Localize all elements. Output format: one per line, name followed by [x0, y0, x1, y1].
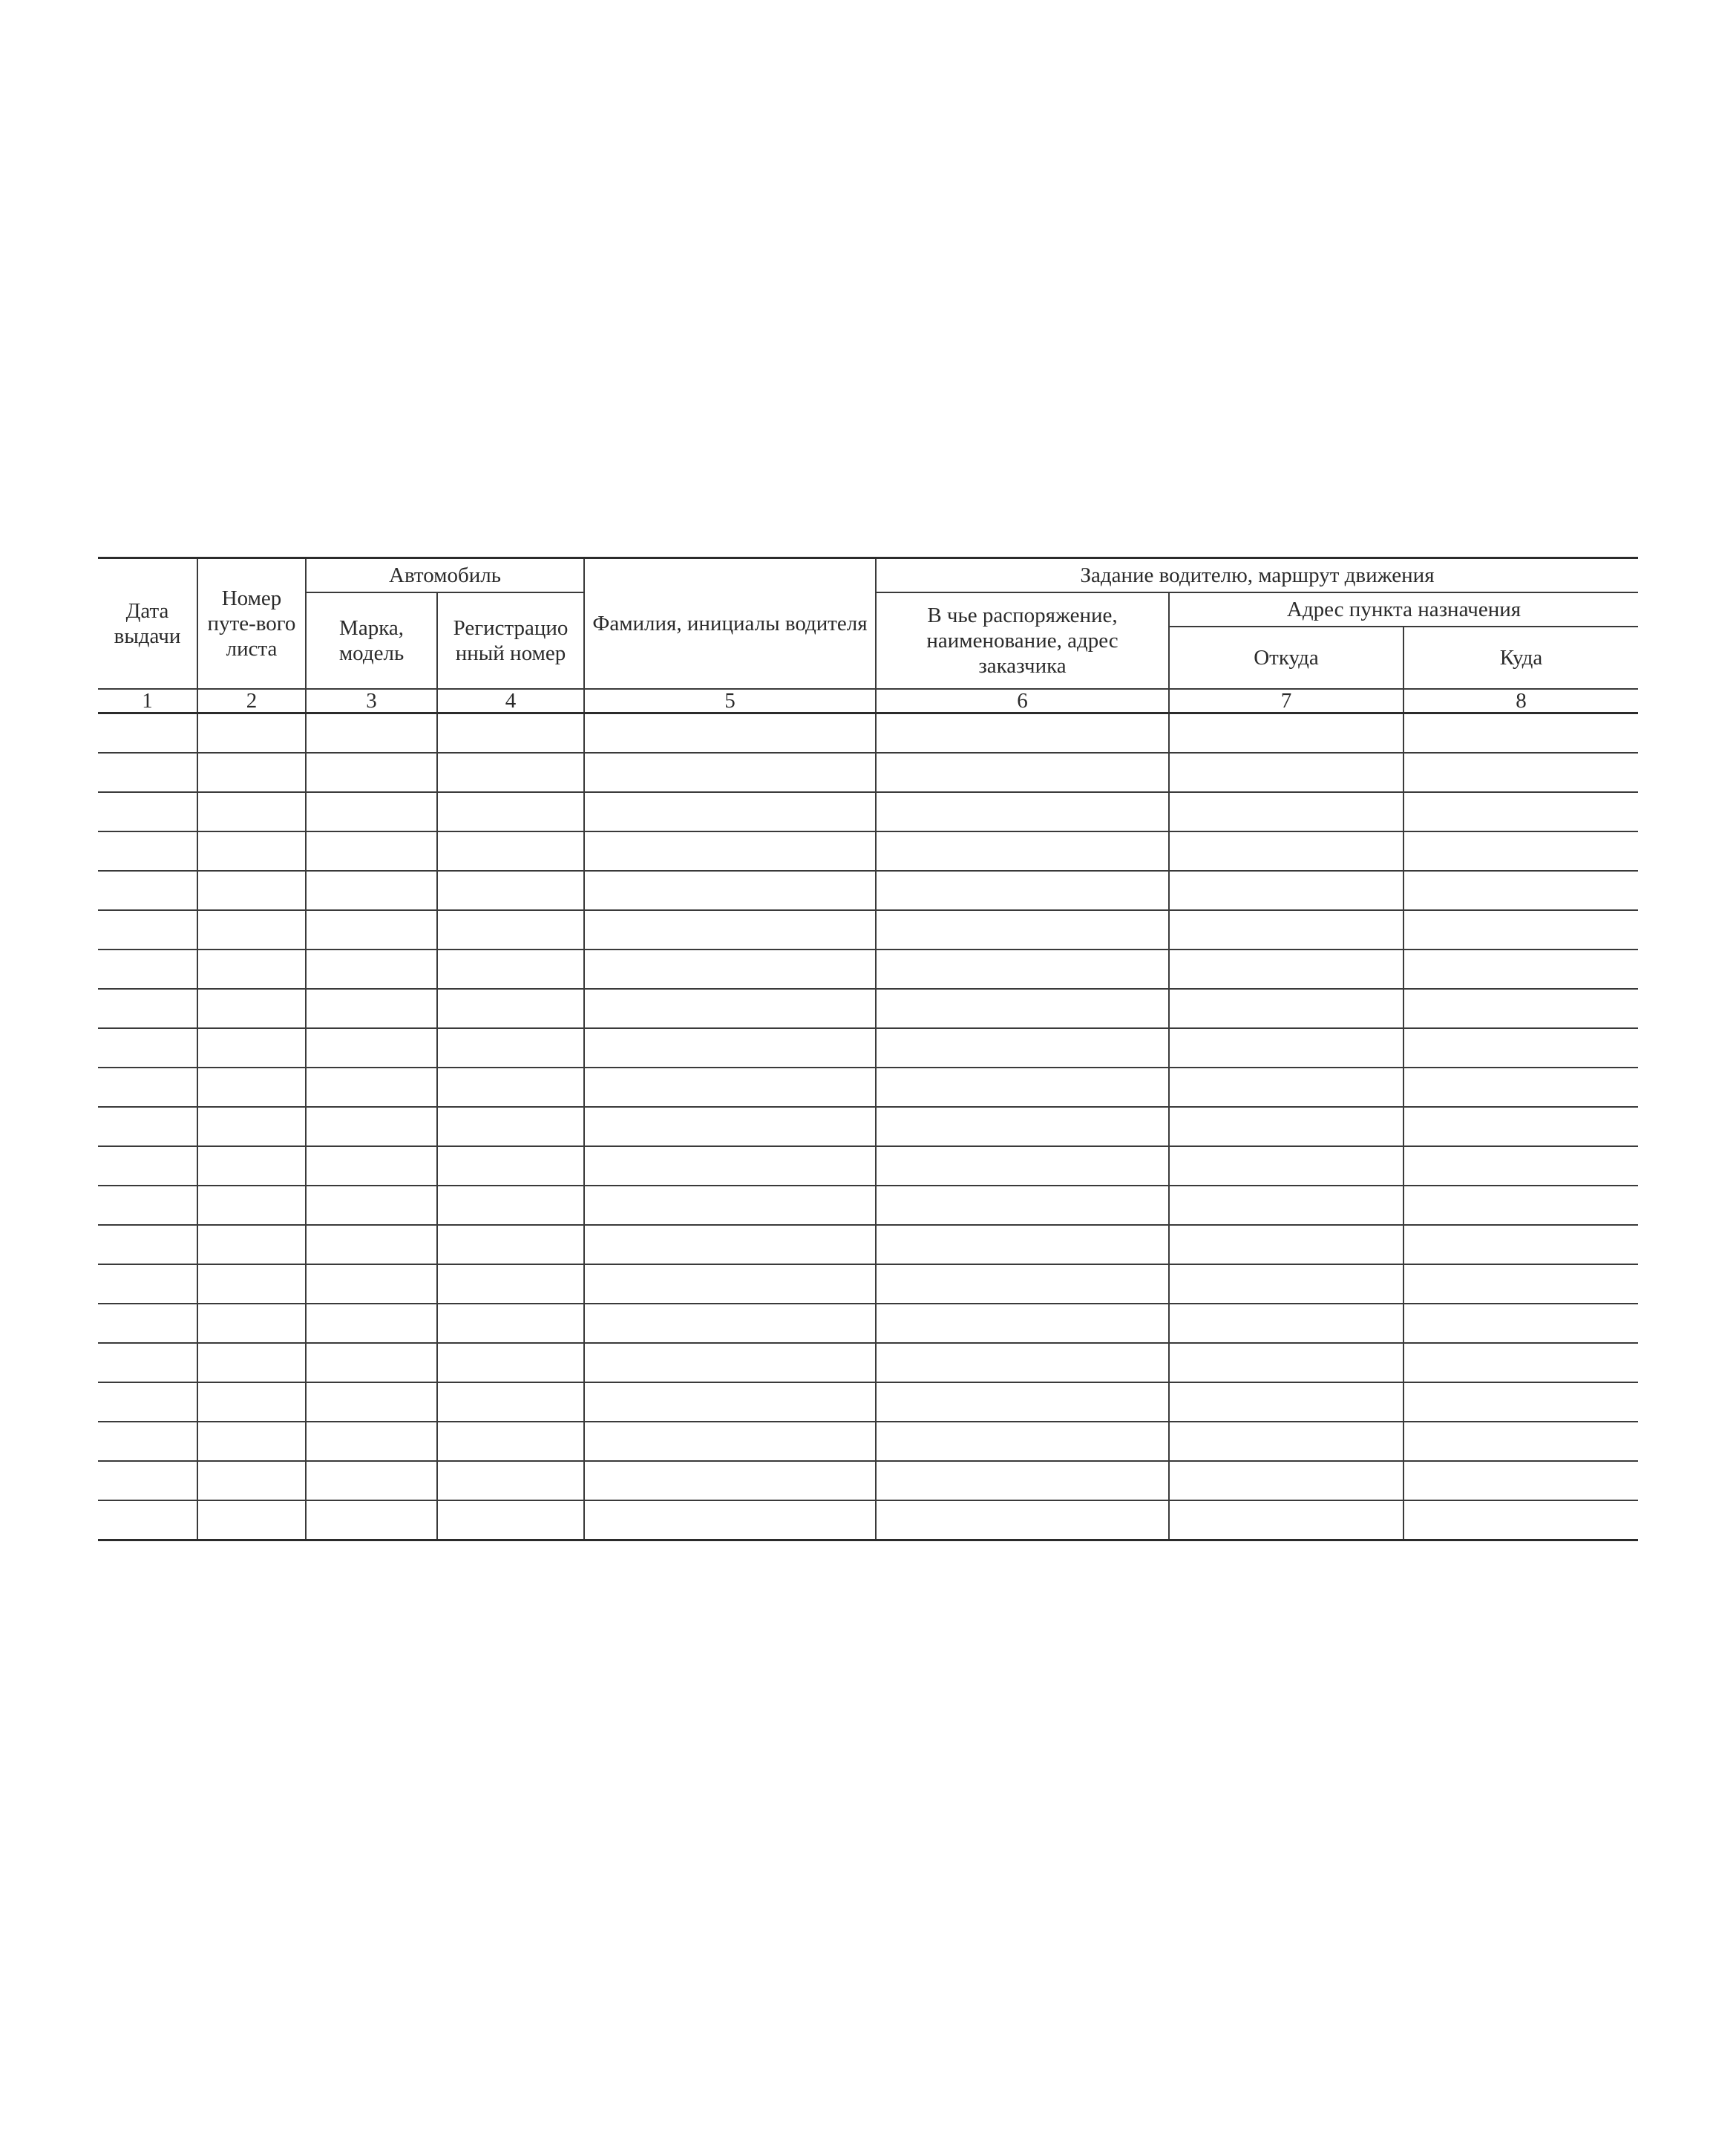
table-cell[interactable]: [1169, 989, 1403, 1028]
table-row: [98, 1422, 1638, 1461]
table-cell[interactable]: [1169, 1382, 1403, 1422]
table-cell[interactable]: [98, 871, 197, 910]
table-cell[interactable]: [437, 1382, 584, 1422]
table-cell[interactable]: [876, 1225, 1169, 1264]
table-cell[interactable]: [876, 1186, 1169, 1225]
table-cell[interactable]: [437, 1461, 584, 1500]
table-cell[interactable]: [437, 1028, 584, 1068]
table-row: [98, 1304, 1638, 1343]
table-cell[interactable]: [1403, 1186, 1638, 1225]
table-cell[interactable]: [98, 1304, 197, 1343]
table-cell[interactable]: [306, 1500, 437, 1540]
table-cell[interactable]: [1169, 1264, 1403, 1304]
table-cell[interactable]: [1403, 1107, 1638, 1146]
table-cell[interactable]: [584, 989, 876, 1028]
table-cell[interactable]: [197, 1382, 306, 1422]
table-cell[interactable]: [1169, 1304, 1403, 1343]
table-cell[interactable]: [1169, 1225, 1403, 1264]
table-row: [98, 1107, 1638, 1146]
table-row: [98, 910, 1638, 950]
table-cell[interactable]: [98, 753, 197, 792]
column-number-row: [98, 689, 1638, 713]
table-row: [98, 1500, 1638, 1540]
table-cell[interactable]: [584, 950, 876, 989]
table-row: [98, 753, 1638, 792]
table-cell[interactable]: [1403, 989, 1638, 1028]
table-cell[interactable]: [197, 989, 306, 1028]
table-cell[interactable]: [437, 1304, 584, 1343]
table-row: [98, 713, 1638, 753]
table-cell[interactable]: [197, 1225, 306, 1264]
table-cell[interactable]: [437, 1186, 584, 1225]
table-body: [98, 713, 1638, 1540]
table-cell[interactable]: [98, 950, 197, 989]
table-row: [98, 1028, 1638, 1068]
table-cell[interactable]: [1403, 1304, 1638, 1343]
table-cell[interactable]: [1169, 910, 1403, 950]
table-cell[interactable]: [98, 1382, 197, 1422]
table-cell[interactable]: [98, 1264, 197, 1304]
table-cell[interactable]: [306, 713, 437, 753]
table-cell[interactable]: [876, 1382, 1169, 1422]
header-driver: Фамилия, инициалы водителя: [584, 558, 876, 689]
table-cell[interactable]: [584, 1107, 876, 1146]
table-cell[interactable]: [584, 1068, 876, 1107]
table-cell[interactable]: [98, 989, 197, 1028]
table-cell[interactable]: [584, 1304, 876, 1343]
table-cell[interactable]: [197, 1264, 306, 1304]
column-number: 4: [437, 689, 584, 713]
table-cell[interactable]: [197, 1068, 306, 1107]
table-cell[interactable]: [1169, 950, 1403, 989]
header-car-group: Автомобиль: [306, 558, 584, 592]
header-to: Куда: [1403, 627, 1638, 689]
table-cell[interactable]: [98, 831, 197, 871]
table-cell[interactable]: [876, 1500, 1169, 1540]
table-cell[interactable]: [437, 910, 584, 950]
table-row: [98, 1461, 1638, 1500]
table-cell[interactable]: [1403, 1422, 1638, 1461]
table-cell[interactable]: [197, 1186, 306, 1225]
table-row: [98, 1225, 1638, 1264]
table-cell[interactable]: [876, 1068, 1169, 1107]
table-cell[interactable]: [1169, 871, 1403, 910]
table-cell[interactable]: [1403, 1500, 1638, 1540]
table-cell[interactable]: [1403, 831, 1638, 871]
table-cell[interactable]: [1169, 1461, 1403, 1500]
table-cell[interactable]: [1403, 792, 1638, 831]
column-number: 7: [1169, 689, 1403, 713]
table-cell[interactable]: [1169, 1028, 1403, 1068]
table-cell[interactable]: [306, 1146, 437, 1186]
table-row: [98, 871, 1638, 910]
table-cell[interactable]: [437, 1068, 584, 1107]
table-cell[interactable]: [98, 792, 197, 831]
table-cell[interactable]: [306, 831, 437, 871]
table-cell[interactable]: [584, 1146, 876, 1186]
column-number: 3: [306, 689, 437, 713]
table-row: [98, 1264, 1638, 1304]
table-cell[interactable]: [584, 1382, 876, 1422]
table-cell[interactable]: [1169, 1107, 1403, 1146]
table-cell[interactable]: [437, 1500, 584, 1540]
table-cell[interactable]: [98, 1146, 197, 1186]
column-number: 2: [197, 689, 306, 713]
table-cell[interactable]: [197, 871, 306, 910]
column-number: 1: [98, 689, 197, 713]
table-cell[interactable]: [306, 871, 437, 910]
table-cell[interactable]: [1169, 713, 1403, 753]
table-cell[interactable]: [98, 910, 197, 950]
table-cell[interactable]: [437, 1264, 584, 1304]
table-cell[interactable]: [197, 1343, 306, 1382]
table-cell[interactable]: [197, 1500, 306, 1540]
header-car-model: Марка, модель: [306, 592, 437, 689]
table-cell[interactable]: [1403, 1028, 1638, 1068]
table-cell[interactable]: [584, 1028, 876, 1068]
table-cell[interactable]: [876, 1343, 1169, 1382]
table-cell[interactable]: [437, 753, 584, 792]
column-number: 5: [584, 689, 876, 713]
header-car-registration: Регистрацио нный номер: [437, 592, 584, 689]
table-cell[interactable]: [584, 910, 876, 950]
table-cell[interactable]: [1403, 1225, 1638, 1264]
column-number: 8: [1403, 689, 1638, 713]
header-waybill-number: Номер путе-вого листа: [197, 558, 306, 689]
table-cell[interactable]: [98, 1068, 197, 1107]
table-cell[interactable]: [98, 1186, 197, 1225]
table-cell[interactable]: [584, 1500, 876, 1540]
table-cell[interactable]: [876, 1107, 1169, 1146]
table-cell[interactable]: [1403, 1264, 1638, 1304]
table-row: [98, 1382, 1638, 1422]
table-row: [98, 989, 1638, 1028]
table-cell[interactable]: [584, 871, 876, 910]
table-cell[interactable]: [876, 1461, 1169, 1500]
table-row: [98, 1146, 1638, 1186]
table-cell[interactable]: [876, 1264, 1169, 1304]
table-cell[interactable]: [1169, 1186, 1403, 1225]
table-cell[interactable]: [197, 1461, 306, 1500]
table-cell[interactable]: [437, 1225, 584, 1264]
table-cell[interactable]: [876, 871, 1169, 910]
table-cell[interactable]: [306, 989, 437, 1028]
table-cell[interactable]: [306, 1382, 437, 1422]
table-cell[interactable]: [876, 713, 1169, 753]
table-cell[interactable]: [306, 1422, 437, 1461]
table-cell[interactable]: [306, 1186, 437, 1225]
table-row: [98, 950, 1638, 989]
table-cell[interactable]: [584, 1461, 876, 1500]
table-cell[interactable]: [306, 950, 437, 989]
table-cell[interactable]: [197, 831, 306, 871]
table-cell[interactable]: [437, 950, 584, 989]
table-row: [98, 1343, 1638, 1382]
waybill-journal-table: [98, 557, 1638, 1541]
table-cell[interactable]: [306, 1068, 437, 1107]
table-cell[interactable]: [876, 950, 1169, 989]
table-cell[interactable]: [437, 1422, 584, 1461]
table-cell[interactable]: [1169, 753, 1403, 792]
table-row: [98, 1068, 1638, 1107]
table-cell[interactable]: [584, 1422, 876, 1461]
table-cell[interactable]: [197, 1028, 306, 1068]
table-cell[interactable]: [98, 1500, 197, 1540]
header-task-group: Задание водителю, маршрут движения: [876, 558, 1638, 592]
table-cell[interactable]: [98, 1225, 197, 1264]
table-cell[interactable]: [876, 989, 1169, 1028]
table-cell[interactable]: [584, 1264, 876, 1304]
table-cell[interactable]: [584, 831, 876, 871]
table-cell[interactable]: [876, 1422, 1169, 1461]
table-cell[interactable]: [306, 1107, 437, 1146]
table-cell[interactable]: [1403, 1146, 1638, 1186]
table-cell[interactable]: [98, 713, 197, 753]
table-cell[interactable]: [1403, 753, 1638, 792]
table-cell[interactable]: [1403, 1343, 1638, 1382]
table-cell[interactable]: [584, 792, 876, 831]
table-cell[interactable]: [1169, 1343, 1403, 1382]
table-cell[interactable]: [197, 792, 306, 831]
header-customer: В чье распоряжение, наименование, адрес заказчика: [876, 592, 1169, 689]
table-cell[interactable]: [876, 1304, 1169, 1343]
table-row: [98, 792, 1638, 831]
table-row: [98, 1186, 1638, 1225]
table-cell[interactable]: [1169, 1422, 1403, 1461]
table-cell[interactable]: [1169, 792, 1403, 831]
table-cell[interactable]: [1403, 950, 1638, 989]
table-cell[interactable]: [584, 753, 876, 792]
table-cell[interactable]: [1403, 1461, 1638, 1500]
table-cell[interactable]: [584, 1225, 876, 1264]
table-cell[interactable]: [98, 1422, 197, 1461]
table-cell[interactable]: [306, 1304, 437, 1343]
table-cell[interactable]: [197, 910, 306, 950]
table-cell[interactable]: [437, 713, 584, 753]
table-cell[interactable]: [98, 1107, 197, 1146]
table-cell[interactable]: [437, 1146, 584, 1186]
table-cell[interactable]: [1169, 1500, 1403, 1540]
header-destination-address: Адрес пункта назначения: [1169, 592, 1638, 627]
table-cell[interactable]: [437, 1343, 584, 1382]
table-cell[interactable]: [197, 1422, 306, 1461]
table-cell[interactable]: [306, 1343, 437, 1382]
table-cell[interactable]: [876, 831, 1169, 871]
table-cell[interactable]: [98, 1461, 197, 1500]
table-cell[interactable]: [876, 910, 1169, 950]
table-cell[interactable]: [197, 753, 306, 792]
table-cell[interactable]: [197, 1107, 306, 1146]
header-date: Дата выдачи: [98, 558, 197, 689]
table-cell[interactable]: [306, 792, 437, 831]
table-cell[interactable]: [1169, 831, 1403, 871]
table-cell[interactable]: [437, 871, 584, 910]
table-cell[interactable]: [1403, 871, 1638, 910]
table-cell[interactable]: [1403, 910, 1638, 950]
table-cell[interactable]: [437, 1107, 584, 1146]
table-cell[interactable]: [876, 1028, 1169, 1068]
table-cell[interactable]: [197, 950, 306, 989]
table-cell[interactable]: [306, 1225, 437, 1264]
table-cell[interactable]: [1403, 713, 1638, 753]
table-cell[interactable]: [876, 1146, 1169, 1186]
table-cell[interactable]: [584, 1186, 876, 1225]
table-cell[interactable]: [437, 831, 584, 871]
table-cell[interactable]: [1403, 1382, 1638, 1422]
table-cell[interactable]: [1169, 1146, 1403, 1186]
table-cell[interactable]: [876, 753, 1169, 792]
table-cell[interactable]: [197, 1304, 306, 1343]
table-cell[interactable]: [306, 753, 437, 792]
table-cell[interactable]: [306, 1028, 437, 1068]
table-cell[interactable]: [1403, 1068, 1638, 1107]
table-cell[interactable]: [584, 1343, 876, 1382]
table-cell[interactable]: [876, 792, 1169, 831]
table-cell[interactable]: [437, 989, 584, 1028]
table-cell[interactable]: [306, 1264, 437, 1304]
header-from: Откуда: [1169, 627, 1403, 689]
table-cell[interactable]: [437, 792, 584, 831]
table-cell[interactable]: [584, 713, 876, 753]
table-row: [98, 831, 1638, 871]
table-cell[interactable]: [306, 910, 437, 950]
table-cell[interactable]: [197, 1146, 306, 1186]
table-cell[interactable]: [98, 1028, 197, 1068]
table-cell[interactable]: [1169, 1068, 1403, 1107]
table-cell[interactable]: [98, 1343, 197, 1382]
table-cell[interactable]: [197, 713, 306, 753]
table-cell[interactable]: [306, 1461, 437, 1500]
column-number: 6: [876, 689, 1169, 713]
